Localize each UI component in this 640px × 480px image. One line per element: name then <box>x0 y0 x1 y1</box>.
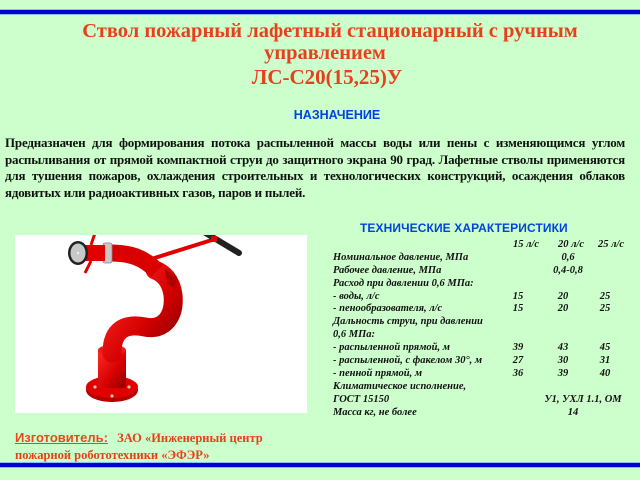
manufacturer-label: Изготовитель: <box>15 430 108 445</box>
row-value: У1, УХЛ 1.1, ОМ <box>544 393 622 405</box>
row-value: 25 <box>599 290 611 302</box>
row-value: 45 <box>599 342 611 354</box>
row-label: Дальность струи, при давлении <box>333 316 483 328</box>
row-label: Климатическое исполнение, <box>333 380 467 392</box>
row-label: - пенной прямой, м <box>333 367 423 379</box>
row-value: 0,6 <box>561 251 575 263</box>
row-label: 0,6 МПа: <box>333 329 375 341</box>
row-value: 27 <box>512 355 524 367</box>
title-line-2: управлением <box>264 42 386 64</box>
row-value: 25 <box>599 303 611 315</box>
row-value: 0,4-0,8 <box>553 264 583 276</box>
row-value: 15 <box>512 303 524 315</box>
table-row <box>333 316 633 329</box>
row-label: Масса кг, не более <box>333 406 417 418</box>
table-row <box>333 329 633 342</box>
row-value: 30 <box>557 355 569 367</box>
purpose-text: Предназначен для формирования потока распыленной массы воды или пены с изменяющимся углом распыливания от прямой компактной струи до защитного экрана 90 град. Лафетные стволы применяются для тушения пожаров, охлаждения строительных и технологических конструкций, осаждения облаков ядовитых или радиоактивных газов, паров и пылей. <box>5 135 625 200</box>
row-value: 20 <box>557 290 569 302</box>
table-row <box>333 342 633 355</box>
column-header: 25 л/с <box>597 239 625 250</box>
table-row <box>333 394 633 407</box>
table-row <box>333 407 633 420</box>
table-row <box>333 291 633 304</box>
table-row <box>333 303 633 316</box>
top-accent-bar <box>0 9 640 15</box>
row-value: 20 <box>557 303 569 315</box>
table-row <box>333 368 633 381</box>
row-value: 39 <box>557 367 569 379</box>
product-photo <box>15 235 307 413</box>
column-header: 15 л/с <box>512 239 540 250</box>
specs-table <box>333 239 633 419</box>
table-row <box>333 355 633 368</box>
row-label: Рабочее давление, МПа <box>333 264 442 276</box>
fire-monitor-icon <box>15 235 307 413</box>
row-label: - воды, л/с <box>333 290 380 302</box>
bottom-accent-bar <box>0 462 640 468</box>
row-label: Номинальное давление, МПа <box>333 251 469 263</box>
table-row <box>333 252 633 265</box>
row-label: - распыленной прямой, м <box>333 342 450 354</box>
row-value: 40 <box>599 367 611 379</box>
row-value: 31 <box>599 355 611 367</box>
table-row <box>333 381 633 394</box>
manufacturer-block <box>15 429 305 464</box>
row-value: 14 <box>567 406 579 418</box>
row-label: - пенообразователя, л/с <box>333 303 443 315</box>
row-value: 39 <box>512 342 524 354</box>
purpose-heading: НАЗНАЧЕНИЕ <box>293 108 381 122</box>
specs-header-row <box>333 239 633 252</box>
table-row <box>333 265 633 278</box>
model-code: ЛС-С20(15,25)У <box>251 65 403 89</box>
row-value: 15 <box>512 290 524 302</box>
manufacturer-name-line-2: пожарной робототехники «ЭФЭР» <box>15 448 210 462</box>
column-header: 20 л/с <box>557 239 585 250</box>
row-value: 36 <box>512 367 524 379</box>
page-title <box>0 20 640 88</box>
row-label: ГОСТ 15150 <box>333 393 390 405</box>
row-label: Расход при давлении 0,6 МПа: <box>333 277 474 289</box>
row-value: 43 <box>557 342 569 354</box>
table-row <box>333 278 633 291</box>
row-label: - распыленной, с факелом 30°, м <box>333 355 483 367</box>
manufacturer-name-line-1: ЗАО «Инженерный центр <box>117 431 263 445</box>
specs-heading: ТЕХНИЧЕСКИЕ ХАРАКТЕРИСТИКИ <box>360 221 568 235</box>
title-line-1: Ствол пожарный лафетный стационарный с ручным <box>82 20 578 42</box>
